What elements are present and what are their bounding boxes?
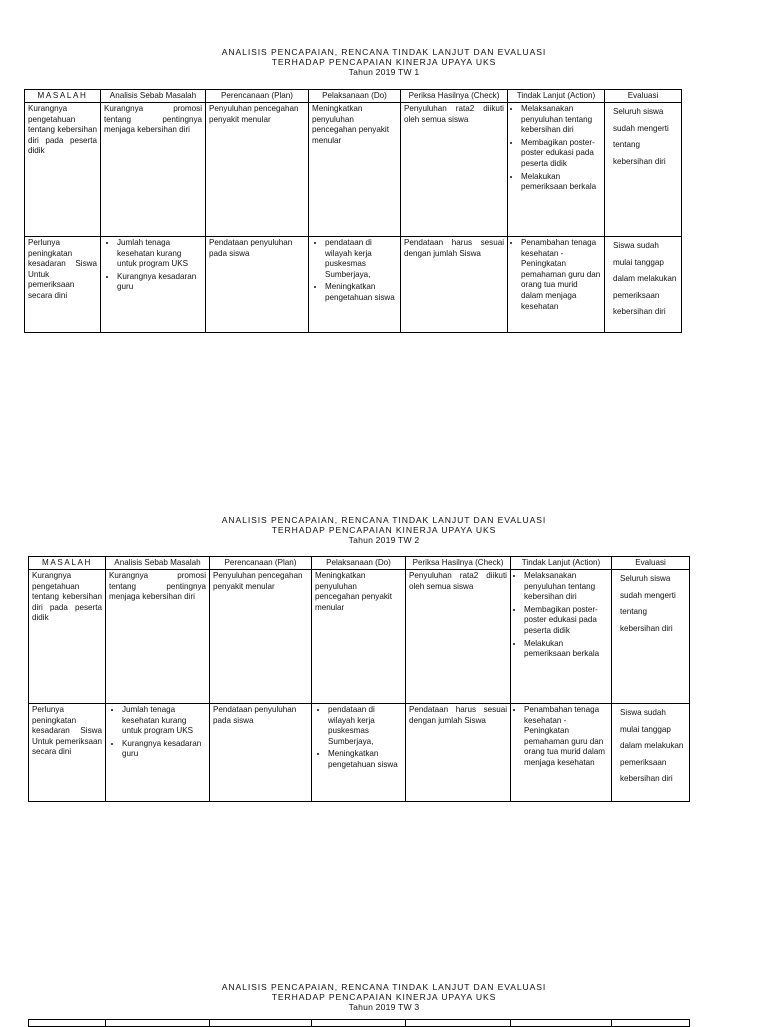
table-header-row: [29, 557, 690, 570]
cell-plan: Penyuluhan pencegahan penyakit menular: [210, 570, 312, 704]
heading-year: Tahun 2019 TW 1: [348, 67, 420, 77]
table-row: [29, 570, 690, 704]
list-item: • Melaksanakan penyuluhan tentang kebersihan diri: [521, 104, 601, 136]
list-item: • Kurangnya kesadaran guru: [122, 739, 206, 760]
col-header-action: Tindak Lanjut (Action): [511, 557, 612, 570]
list-item: • Penambahan tenaga kesehatan - Peningkatan pemahaman guru dan orang tua murid dalam menjaga kesehatan: [521, 238, 601, 312]
col-header-plan: Perencanaan (Plan): [206, 90, 309, 103]
cell-do: Meningkatkan penyuluhan pencegahan penyakit menular: [312, 570, 406, 704]
analysis-table: [24, 89, 682, 333]
cell-check: Penyuluhan rata2 diikuti oleh semua siswa: [406, 570, 511, 704]
list-item: • Melakukan pemeriksaan berkala: [524, 639, 608, 660]
cell-check: Penyuluhan rata2 diikuti oleh semua siswa: [401, 103, 508, 237]
list-item: • pendataan di wilayah kerja puskesmas Sumberjaya,: [325, 238, 397, 280]
cell-action: [508, 103, 605, 237]
cell-evaluasi: Siswa sudah mulai tanggap dalam melakukan pemeriksaan kebersihan diri: [605, 237, 682, 333]
table-header-row: [25, 90, 682, 103]
list-item: • Membagikan poster-poster edukasi pada peserta didik: [524, 605, 608, 637]
cell-analisis: Kurangnya promosi tentang pentingnya menjaga kebersihan diri: [101, 103, 206, 237]
col-header-plan: Perencanaan (Plan): [210, 557, 312, 570]
cell-do: [312, 704, 406, 802]
col-header-masalah: MASALAH: [25, 90, 101, 103]
col-header-masalah: MASALAH: [29, 557, 106, 570]
list-item: • Meningkatkan pengetahuan siswa: [325, 282, 397, 303]
cell-evaluasi: Siswa sudah mulai tanggap dalam melakukan pemeriksaan kebersihan diri: [612, 704, 690, 802]
cell-check: Pendataan harus sesuai dengan jumlah Siswa: [406, 704, 511, 802]
col-header-analisis: Analisis Sebab Masalah: [101, 90, 206, 103]
cell-analisis: Kurangnya promosi tentang pentingnya menjaga kebersihan diri: [106, 570, 210, 704]
col-header-analisis: Analisis Sebab Masalah: [106, 557, 210, 570]
cell-check: Pendataan harus sesuai dengan jumlah Siswa: [401, 237, 508, 333]
col-header-do: Pelaksanaan (Do): [309, 90, 401, 103]
col-header-evaluasi: Evaluasi: [612, 557, 690, 570]
col-header-check: Periksa Hasilnya (Check): [401, 90, 508, 103]
heading-year: Tahun 2019 TW 3: [348, 1002, 420, 1012]
cell-analisis: [106, 704, 210, 802]
heading-year: Tahun 2019 TW 2: [348, 535, 420, 545]
cell-plan: Penyuluhan pencegahan penyakit menular: [206, 103, 309, 237]
cell-plan: Pendataan penyuluhan pada siswa: [210, 704, 312, 802]
section-heading: [0, 47, 768, 77]
col-header-evaluasi: Evaluasi: [605, 90, 682, 103]
table-header-row: [29, 1020, 690, 1027]
list-item: • Jumlah tenaga kesehatan kurang untuk program UKS: [117, 238, 202, 270]
list-item: • Membagikan poster-poster edukasi pada peserta didik: [521, 138, 601, 170]
list-item: • Meningkatkan pengetahuan siswa: [328, 749, 402, 770]
section-heading: [0, 982, 768, 1012]
heading-line2: TERHADAP PENCAPAIAN KINERJA UPAYA UKS: [271, 57, 497, 67]
heading-line2: TERHADAP PENCAPAIAN KINERJA UPAYA UKS: [271, 525, 497, 535]
cell-analisis: [101, 237, 206, 333]
section-heading: [0, 515, 768, 545]
list-item: • Penambahan tenaga kesehatan - Peningkatan pemahaman guru dan orang tua murid dalam menjaga kesehatan: [524, 705, 608, 769]
cell-do: [309, 237, 401, 333]
heading-line1: ANALISIS PENCAPAIAN, RENCANA TINDAK LANJUT DAN EVALUASI: [221, 982, 547, 992]
list-item: • Melaksanakan penyuluhan tentang kebersihan diri: [524, 571, 608, 603]
cell-plan: Pendataan penyuluhan pada siswa: [206, 237, 309, 333]
cell-masalah: Kurangnya pengetahuan tentang kebersihan diri pada peserta didik: [29, 570, 106, 704]
table-row: [29, 704, 690, 802]
cell-masalah: Kurangnya pengetahuan tentang kebersihan diri pada peserta didik: [25, 103, 101, 237]
heading-line2: TERHADAP PENCAPAIAN KINERJA UPAYA UKS: [271, 992, 497, 1002]
list-item: • Kurangnya kesadaran guru: [117, 272, 202, 293]
cell-action: [511, 570, 612, 704]
heading-line1: ANALISIS PENCAPAIAN, RENCANA TINDAK LANJUT DAN EVALUASI: [221, 47, 547, 57]
col-header-check: Periksa Hasilnya (Check): [406, 557, 511, 570]
table-row: [25, 237, 682, 333]
cell-evaluasi: Seluruh siswa sudah mengerti tentang kebersihan diri: [605, 103, 682, 237]
cell-masalah: Perlunya peningkatan kesadaran Siswa Untuk pemeriksaan secara dini: [29, 704, 106, 802]
col-header-do: Pelaksanaan (Do): [312, 557, 406, 570]
cell-action: [511, 704, 612, 802]
analysis-table: [28, 1019, 690, 1027]
table-row: [25, 103, 682, 237]
list-item: • Melakukan pemeriksaan berkala: [521, 172, 601, 193]
cell-action: [508, 237, 605, 333]
cell-masalah: Perlunya peningkatan kesadaran Siswa Untuk pemeriksaan secara dini: [25, 237, 101, 333]
cell-do: Meningkatkan penyuluhan pencegahan penyakit menular: [309, 103, 401, 237]
list-item: • Jumlah tenaga kesehatan kurang untuk program UKS: [122, 705, 206, 737]
col-header-action: Tindak Lanjut (Action): [508, 90, 605, 103]
heading-line1: ANALISIS PENCAPAIAN, RENCANA TINDAK LANJUT DAN EVALUASI: [221, 515, 547, 525]
analysis-table: [28, 556, 690, 802]
list-item: • pendataan di wilayah kerja puskesmas Sumberjaya,: [328, 705, 402, 747]
cell-evaluasi: Seluruh siswa sudah mengerti tentang kebersihan diri: [612, 570, 690, 704]
